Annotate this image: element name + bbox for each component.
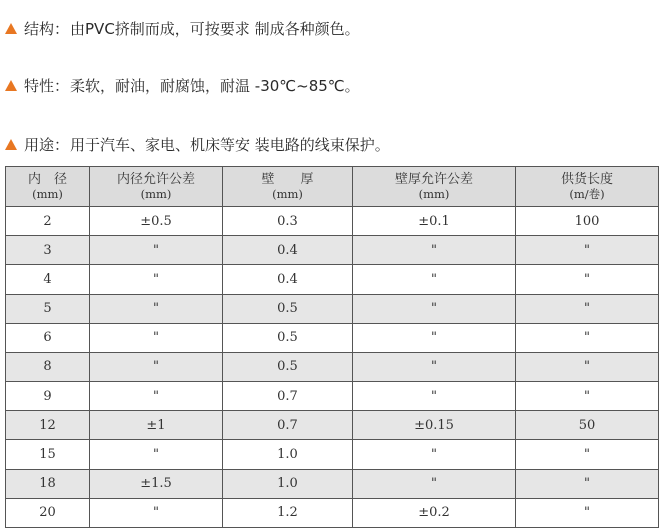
cell-supply-length: 100 [516,207,659,236]
cell-supply-length: " [516,236,659,265]
cell-wall-thickness-tolerance: " [353,323,516,352]
cell-inner-diameter: 9 [6,382,90,411]
cell-inner-diameter-tolerance: " [90,498,223,527]
cell-inner-diameter: 15 [6,440,90,469]
note-properties [5,77,360,95]
cell-inner-diameter-tolerance: " [90,236,223,265]
cell-wall-thickness: 1.0 [223,440,353,469]
cell-inner-diameter: 3 [6,236,90,265]
spec-table [5,166,659,528]
header-unit: (mm) [140,186,172,201]
cell-wall-thickness-tolerance: ±0.1 [353,207,516,236]
cell-wall-thickness: 1.0 [223,469,353,498]
cell-wall-thickness: 0.5 [223,294,353,323]
cell-inner-diameter: 20 [6,498,90,527]
note-structure [5,20,360,38]
cell-wall-thickness: 0.3 [223,207,353,236]
header-unit: (mm) [418,186,450,201]
table-row [6,265,659,294]
cell-supply-length: " [516,323,659,352]
cell-supply-length: " [516,382,659,411]
cell-supply-length: " [516,498,659,527]
header-title: 壁厚允许公差 [394,171,473,187]
cell-wall-thickness: 0.7 [223,411,353,440]
note-structure-label: 结构： [24,20,70,38]
cell-inner-diameter-tolerance: " [90,440,223,469]
table-header-row [6,167,659,207]
cell-wall-thickness-tolerance: " [353,294,516,323]
cell-inner-diameter: 12 [6,411,90,440]
cell-supply-length: " [516,265,659,294]
table-row [6,382,659,411]
cell-inner-diameter-tolerance: " [90,323,223,352]
header-title: 供货长度 [560,171,613,187]
header-title: 内径允许公差 [116,171,195,187]
cell-wall-thickness: 0.4 [223,265,353,294]
cell-wall-thickness: 1.2 [223,498,353,527]
cell-inner-diameter: 2 [6,207,90,236]
table-row [6,207,659,236]
header-title: 壁 厚 [261,171,314,187]
bullet-triangle-icon [5,139,17,150]
cell-inner-diameter-tolerance: " [90,352,223,381]
cell-wall-thickness: 0.7 [223,382,353,411]
table-row [6,352,659,381]
cell-wall-thickness-tolerance: " [353,382,516,411]
note-structure-text: 由PVC挤制而成，可按要求 制成各种颜色。 [70,20,360,38]
note-properties-label: 特性： [24,77,70,95]
header-unit: (mm) [32,186,63,201]
cell-wall-thickness-tolerance: ±0.15 [353,411,516,440]
table-row [6,236,659,265]
cell-supply-length: " [516,352,659,381]
cell-wall-thickness-tolerance: " [353,440,516,469]
header-unit: (mm) [272,186,303,201]
note-usage-label: 用途： [24,136,70,154]
cell-inner-diameter: 8 [6,352,90,381]
header-wall-thickness [223,167,353,207]
table-row [6,469,659,498]
cell-wall-thickness-tolerance: " [353,265,516,294]
header-inner-diameter [6,167,90,207]
cell-inner-diameter-tolerance: ±1 [90,411,223,440]
header-inner-diameter-tolerance [90,167,223,207]
header-wall-thickness-tolerance [353,167,516,207]
cell-inner-diameter: 4 [6,265,90,294]
table-row [6,498,659,527]
cell-inner-diameter: 5 [6,294,90,323]
table-row [6,440,659,469]
cell-wall-thickness: 0.4 [223,236,353,265]
cell-inner-diameter: 6 [6,323,90,352]
cell-supply-length: " [516,440,659,469]
cell-supply-length: " [516,469,659,498]
note-properties-text: 柔软，耐油，耐腐蚀，耐温 -30℃~85℃。 [70,77,360,95]
cell-wall-thickness-tolerance: ±0.2 [353,498,516,527]
cell-supply-length: 50 [516,411,659,440]
cell-wall-thickness: 0.5 [223,323,353,352]
header-unit: (m/卷) [569,186,605,201]
table-row [6,323,659,352]
header-title: 内 径 [27,171,67,187]
table-row [6,294,659,323]
cell-inner-diameter-tolerance: " [90,265,223,294]
note-usage [5,136,390,154]
cell-inner-diameter-tolerance: " [90,294,223,323]
cell-wall-thickness-tolerance: " [353,352,516,381]
note-usage-text: 用于汽车、家电、机床等安 装电路的线束保护。 [70,136,390,154]
cell-inner-diameter-tolerance: ±1.5 [90,469,223,498]
cell-wall-thickness-tolerance: " [353,236,516,265]
cell-supply-length: " [516,294,659,323]
cell-wall-thickness-tolerance: " [353,469,516,498]
bullet-triangle-icon [5,80,17,91]
cell-inner-diameter: 18 [6,469,90,498]
cell-inner-diameter-tolerance: ±0.5 [90,207,223,236]
table-row [6,411,659,440]
header-supply-length [516,167,659,207]
cell-inner-diameter-tolerance: " [90,382,223,411]
cell-wall-thickness: 0.5 [223,352,353,381]
bullet-triangle-icon [5,23,17,34]
